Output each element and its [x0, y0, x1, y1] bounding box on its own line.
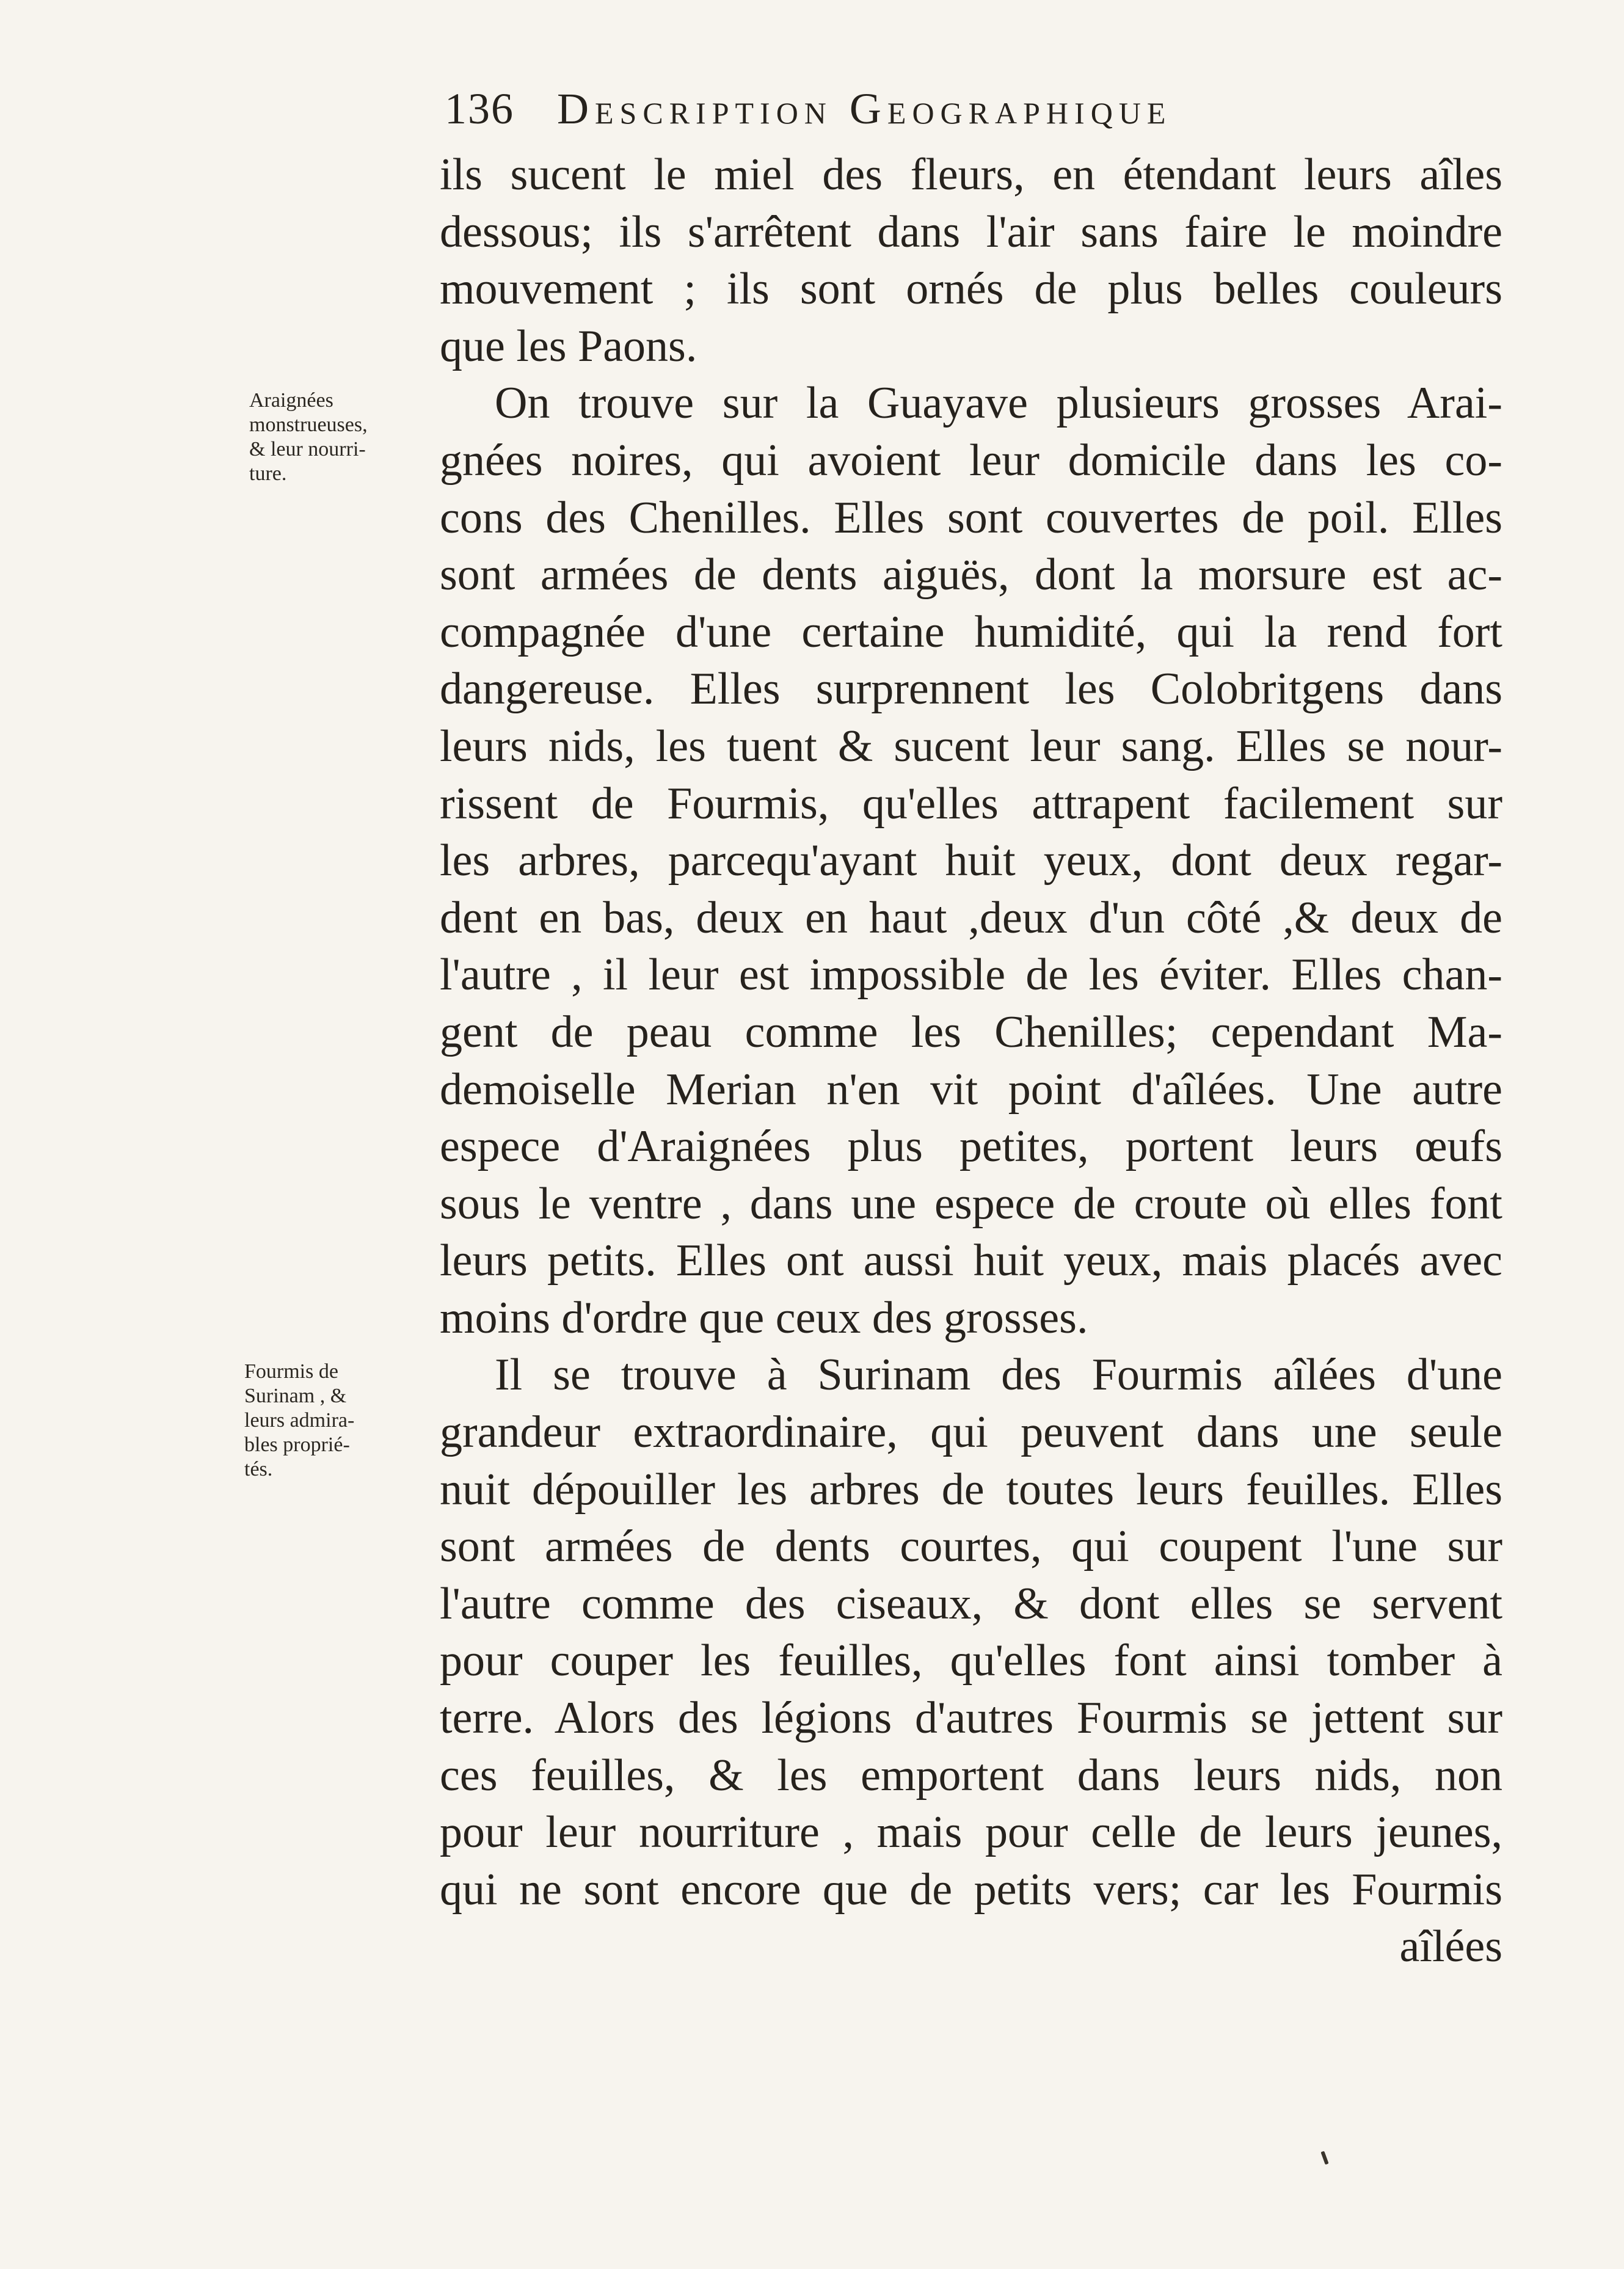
marginal-note-line: tés. [244, 1458, 273, 1480]
marginal-note-ants [244, 1360, 428, 1482]
text-line: ces feuilles, & les emportent dans leurs nids, non [440, 1750, 1502, 1801]
ink-speck [1320, 2151, 1328, 2165]
marginal-note-line: leurs admira- [244, 1409, 355, 1432]
text-line: dessous; ils s'arrêtent dans l'air sans faire le moindre [440, 206, 1502, 257]
text-line: compagnée d'une certaine humidité, qui la rend fort [440, 606, 1502, 657]
text-line: pour leur nourriture , mais pour celle de leurs jeunes, [440, 1807, 1502, 1858]
marginal-note-line: bles proprié- [244, 1433, 350, 1456]
text-line: l'autre comme des ciseaux, & dont elles se servent [440, 1578, 1502, 1629]
text-line: gent de peau comme les Chenilles; cependant Ma- [440, 1007, 1502, 1057]
marginal-note-line: ture. [249, 462, 287, 485]
text-line: espece d'Araignées plus petites, portent leurs œufs [440, 1121, 1502, 1172]
text-line: que les Paons. [440, 321, 697, 371]
marginal-note-line: & leur nourri- [249, 438, 366, 461]
text-line: leurs nids, les tuent & sucent leur sang. Elles se nour- [440, 721, 1502, 771]
text-line: dent en bas, deux en haut ,deux d'un côté ,& deux de [440, 892, 1502, 943]
text-line: leurs petits. Elles ont aussi huit yeux, mais placés avec [440, 1236, 1502, 1286]
text-line: sont armées de dents courtes, qui coupent l'une sur [440, 1521, 1502, 1572]
body-text [440, 147, 1502, 1976]
paragraph-start-line: Il se trouve à Surinam des Fourmis aîlées d'une [495, 1350, 1502, 1400]
text-line: demoiselle Merian n'en vit point d'aîlées. Une autre [440, 1064, 1502, 1115]
page-header [445, 72, 1373, 145]
text-line: gnées noires, qui avoient leur domicile dans les co- [440, 435, 1502, 486]
page-number: 136 [445, 84, 514, 133]
text-line: rissent de Fourmis, qu'elles attrapent facilement sur [440, 778, 1502, 829]
marginal-note-line: Fourmis de [244, 1360, 338, 1383]
text-line: l'autre , il leur est impossible de les éviter. Elles chan- [440, 950, 1502, 1000]
marginal-note-line: Araignées [249, 389, 333, 412]
running-title: Description Geographique [557, 84, 1172, 133]
marginal-note-line: Surinam , & [244, 1385, 347, 1407]
marginal-note-spiders [249, 388, 432, 486]
catchword: aîlées [1399, 1921, 1502, 1972]
text-line: dangereuse. Elles surprennent les Colobritgens dans [440, 664, 1502, 715]
text-line: grandeur extraordinaire, qui peuvent dans une seule [440, 1407, 1502, 1458]
marginal-note-line: monstrueuses, [249, 413, 368, 436]
text-line: sous le ventre , dans une espece de croute où elles font [440, 1178, 1502, 1229]
text-line: les arbres, parcequ'ayant huit yeux, dont deux regar- [440, 836, 1502, 886]
text-line: pour couper les feuilles, qu'elles font ainsi tomber à [440, 1636, 1502, 1686]
text-line: moins d'ordre que ceux des grosses. [440, 1292, 1088, 1343]
text-line: qui ne sont encore que de petits vers; car les Fourmis [440, 1864, 1502, 1915]
text-line: cons des Chenilles. Elles sont couvertes de poil. Elles [440, 492, 1502, 543]
text-line: mouvement ; ils sont ornés de plus belles couleurs [440, 264, 1502, 315]
paragraph-start-line: On trouve sur la Guayave plusieurs grosses Arai- [495, 378, 1502, 429]
text-line: ils sucent le miel des fleurs, en étendant leurs aîles [440, 150, 1502, 200]
text-line: terre. Alors des légions d'autres Fourmis se jettent sur [440, 1693, 1502, 1744]
text-line: nuit dépouiller les arbres de toutes leurs feuilles. Elles [440, 1464, 1502, 1515]
text-line: sont armées de dents aiguës, dont la morsure est ac- [440, 550, 1502, 600]
